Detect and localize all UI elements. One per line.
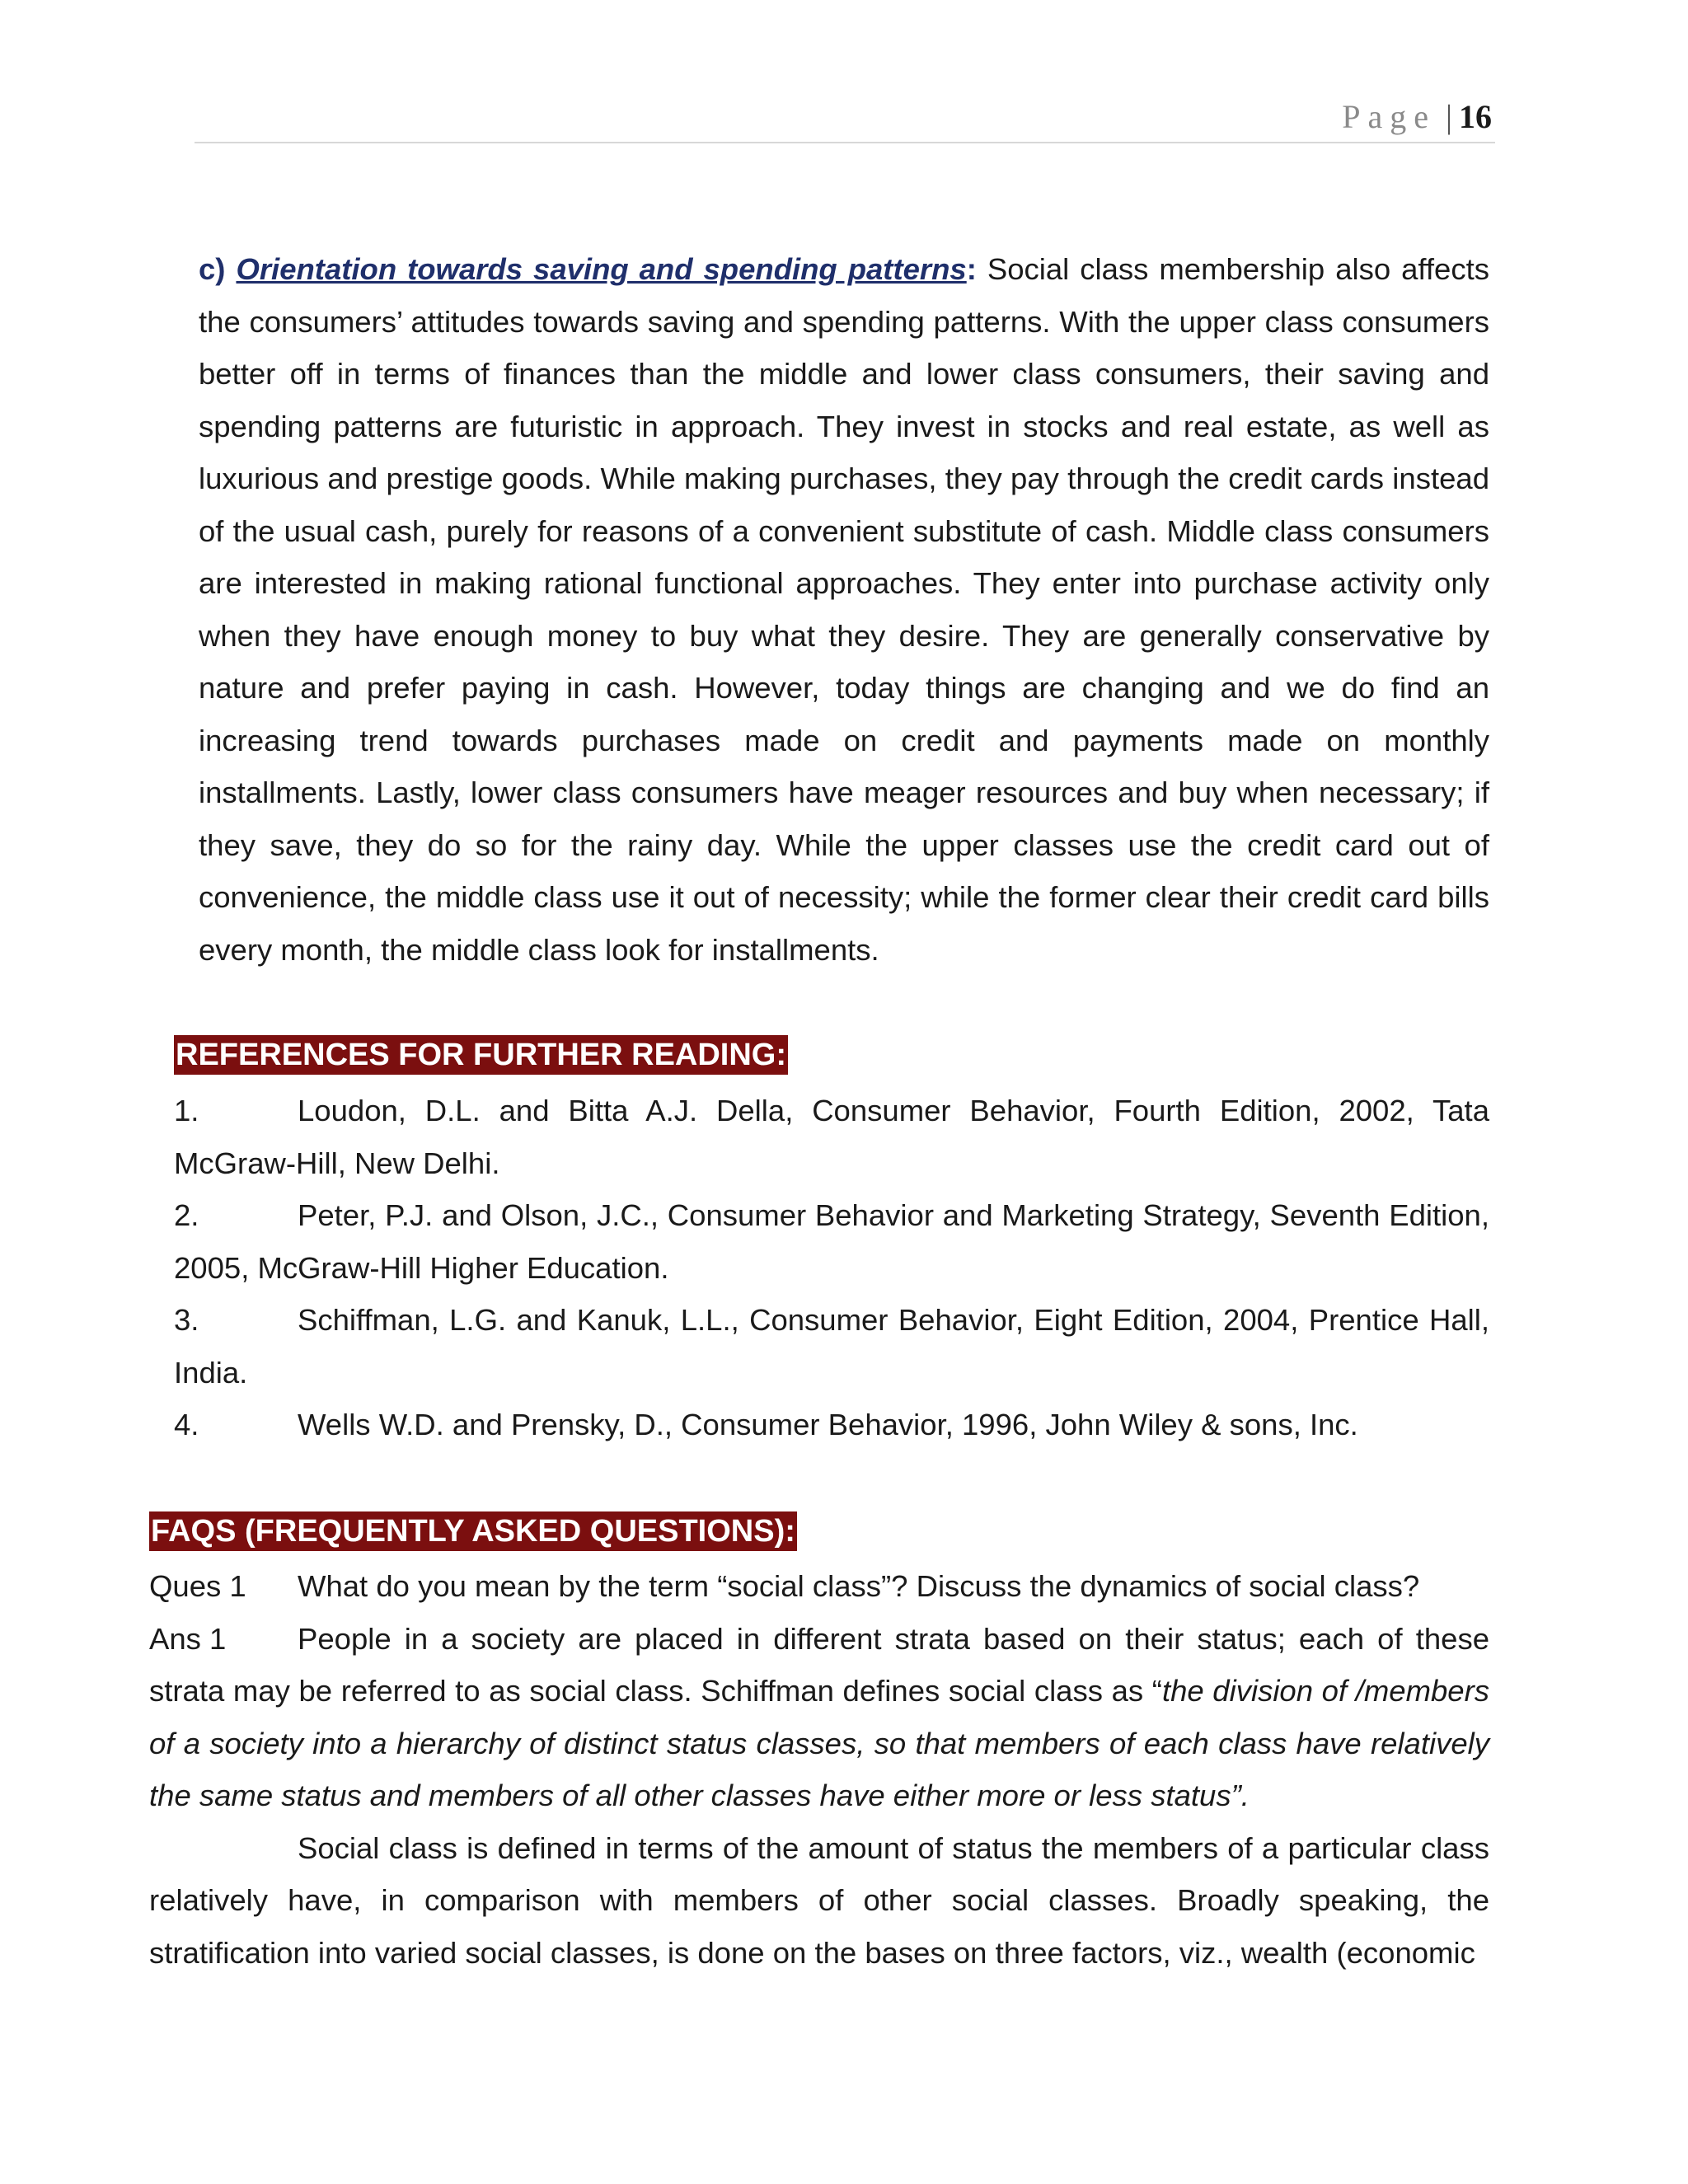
reference-number: 3. <box>174 1303 199 1337</box>
reference-number: 4. <box>174 1408 199 1441</box>
reference-number: 1. <box>174 1094 199 1127</box>
section-c-body: Social class membership also affects the consumers’ attitudes towards saving and spending patterns. With the upper class consumers better off in terms of finances than the middle and lower class consumers, their saving and spending patterns are futuristic in approach. They invest in stocks and real estate, as well as luxurious and prestige goods. While making purchases, they pay through the credit cards instead of the usual cash, purely for reasons of a convenient substitute of cash. Middle class consumers are interested in making rational functional approaches. They enter into purchase activity only when they have enough money to buy what they desire. They are generally conservative by nature and prefer paying in cash. However, today things are changing and we do find an increasing trend towards purchases made on credit and payments made on monthly installments. Lastly, lower class consumers have meager resources and buy when necessary; if they save, they do so for the rainy day. While the upper classes use the credit card out of convenience, the middle class use it out of necessity; while the former clear their credit card bills every month, the middle class look for installments. <box>199 252 1489 967</box>
faqs-section <box>149 1560 1489 1979</box>
answer-tag: Ans 1 <box>149 1621 227 1656</box>
page-number-label <box>1342 97 1492 136</box>
answer-definition: the division of /members of a society into a hierarchy of distinct status classes, so that members of each class have relatively the same status and members of all other classes have either more or less status”. <box>149 1674 1489 1812</box>
reference-text: Wells W.D. and Prensky, D., Consumer Behavior, 1996, John Wiley & sons, Inc. <box>298 1408 1358 1441</box>
page-word: Page <box>1342 98 1436 135</box>
reference-item <box>174 1085 1489 1189</box>
question-1 <box>149 1560 1489 1613</box>
question-tag: Ques 1 <box>149 1569 246 1603</box>
reference-text: Peter, P.J. and Olson, J.C., Consumer Behavior and Marketing Strategy, Seventh Edition, 2005, McGraw-Hill Higher Education. <box>174 1198 1489 1285</box>
reference-item <box>174 1294 1489 1399</box>
answer-1 <box>149 1613 1489 1822</box>
section-c-colon: : <box>966 252 977 286</box>
reference-item <box>174 1189 1489 1294</box>
reference-text: Schiffman, L.G. and Kanuk, L.L., Consumer Behavior, Eight Edition, 2004, Prentice Hall, India. <box>174 1303 1489 1390</box>
references-list <box>174 1085 1489 1451</box>
page-separator: | <box>1445 98 1452 135</box>
answer-text: People in a society are placed in different strata based on their status; each of these strata may be referred to as social class. Schiffman defines social class as “ <box>149 1621 1489 1708</box>
reference-item <box>174 1399 1489 1451</box>
section-c-paragraph <box>199 243 1489 976</box>
question-text: What do you mean by the term “social class”? Discuss the dynamics of social class? <box>298 1569 1420 1603</box>
faqs-heading: FAQS (FREQUENTLY ASKED QUESTIONS): <box>149 1511 797 1551</box>
answer-1-paragraph-2: Social class is defined in terms of the amount of status the members of a particular class relatively have, in comparison with members of other social classes. Broadly speaking, the stratification into varied social classes, is done on the bases on three factors, viz., wealth (economic <box>149 1830 1489 1970</box>
page-header <box>195 97 1495 143</box>
page-number: 16 <box>1459 98 1492 135</box>
reference-text: Loudon, D.L. and Bitta A.J. Della, Consumer Behavior, Fourth Edition, 2002, Tata McGraw-Hill, New Delhi. <box>174 1094 1489 1180</box>
references-heading: REFERENCES FOR FURTHER READING: <box>174 1035 788 1075</box>
reference-number: 2. <box>174 1198 199 1232</box>
section-c-heading: Orientation towards saving and spending patterns <box>236 252 967 286</box>
section-c-label: c) <box>199 252 226 286</box>
